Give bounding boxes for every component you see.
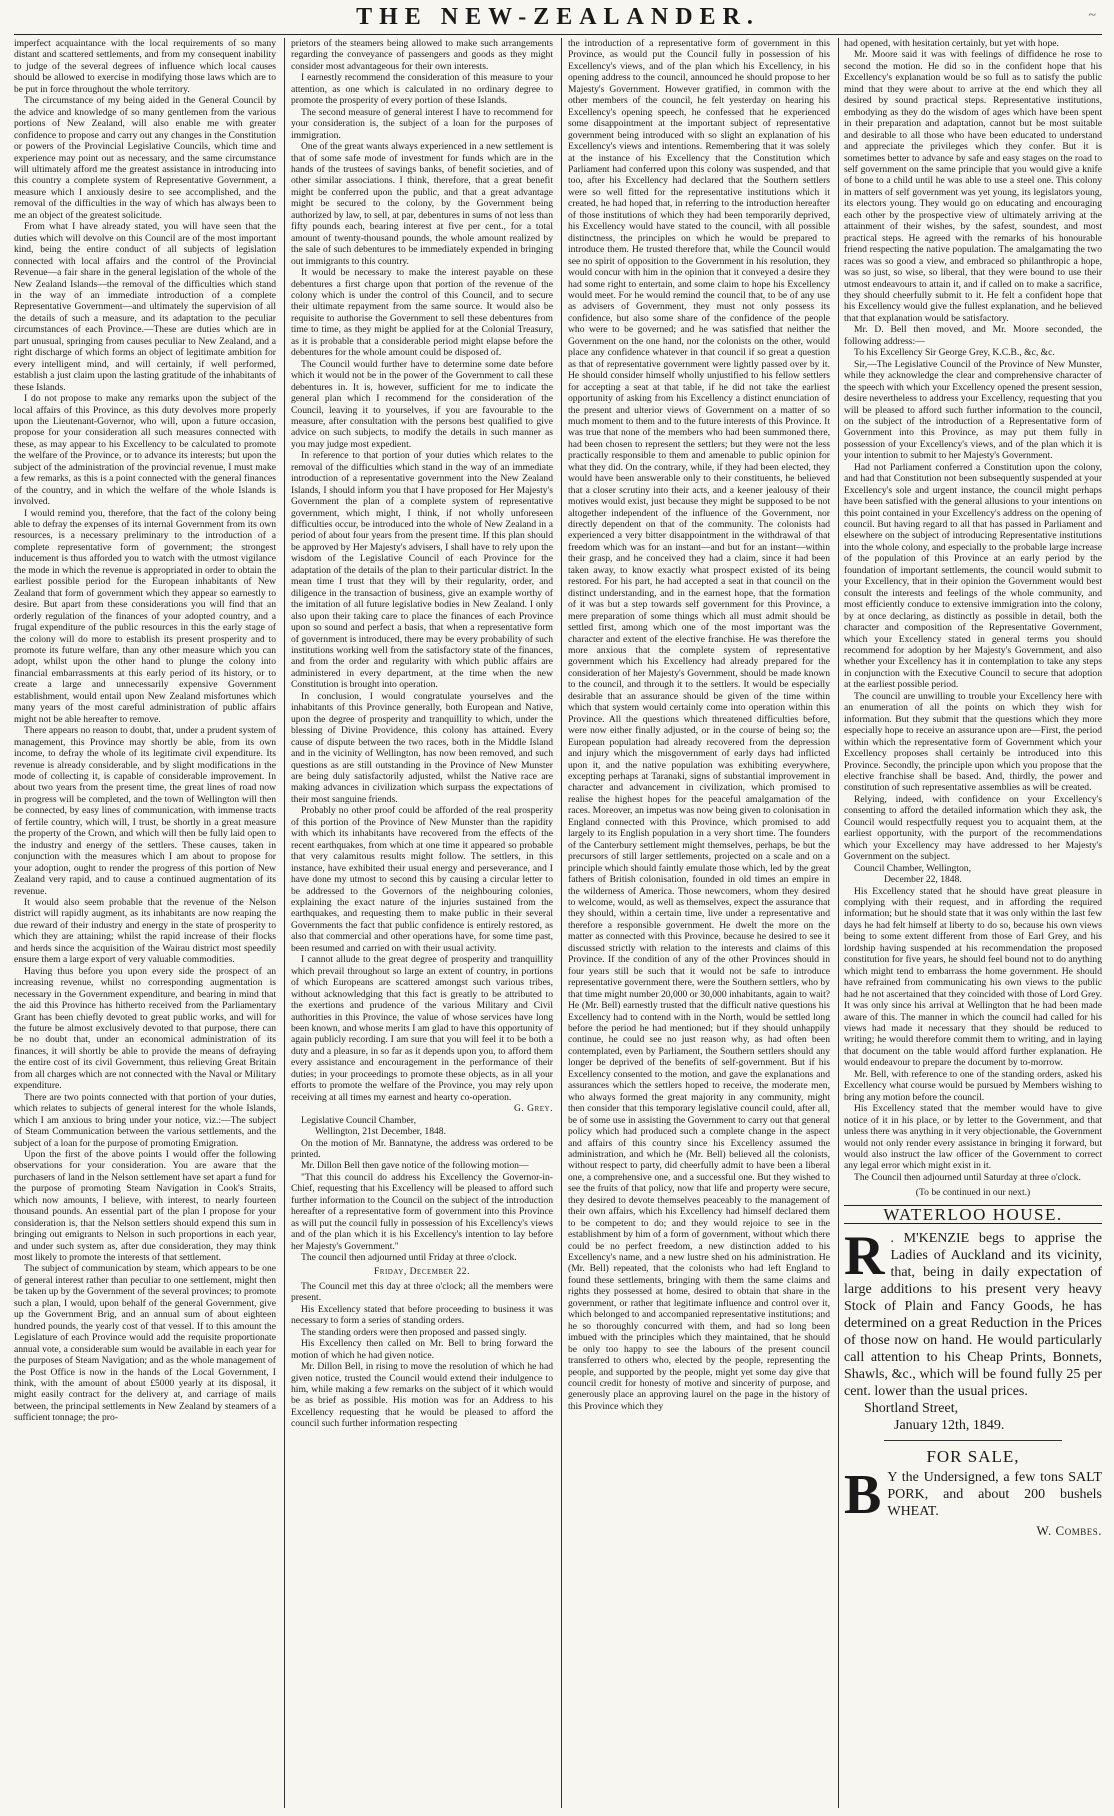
paragraph: Probably no other proof could be afforded of the real prosperity of this portion of the Province of New Munster than the rapidity with which its inhabitants have recovered from the effects of the recent earthquakes, from which at one time it appeared so probable that very calamitous results might follow. The settlers, in this instance, have exhibited their usual energy and perseverance, and I have done my utmost to second this by causing a circular letter to be addressed to the Governors of the neighbouring colonies, explaining the exact nature of the injuries sustained from the earthquakes, and requesting them to make public in their several Governments the fact that public confidence is entirely restored, as also that commercial and other operations have, for some time past, been resumed and carried on with their usual activity. xyxy=(291,805,553,954)
address-salutation: To his Excellency Sir George Grey, K.C.B., &c, &c. xyxy=(854,347,1055,359)
divider xyxy=(884,1440,1062,1441)
paragraph: His Excellency stated that he should have great pleasure in complying with their request, and in affording the required information; but he should state that it was only within the last few days he had felt himself at liberty to do so, because his own views being to some extent different from those of Earl Grey, and his lordship having suspended at his recommendation the proposed constitution for five years, he should feel bound not to do anything which might tend to embarrass the home government. He should have refrained from communicating his own views to the public had he not ascertained that they coincided with those of Lord Grey. It was only since his arrival at Wellington that he had been made aware of this. The manner in which the council had called for his views had made it necessary that they should be reduced to writing; he would therefore commit them to writing, and in laying that document on the table would afford further explanation. He would endeavour to prepare the document by to-morrow. xyxy=(844,885,1102,1069)
motion-text: "That this council do address his Excellency the Governor-in-Chief, requesting that his Excellency will be pleased to afford such further information to the Council on the subject of the introduction hereafter of a representative form of government into this Province as will put the council fully in possession of his Excellency's views and of the plan which it is his Excellency's intention to lay before her Majesty's Government." xyxy=(291,1171,553,1252)
paragraph: The council then adjourned until Friday at three o'clock. xyxy=(301,1252,517,1264)
newspaper-title: THE NEW-ZEALANDER. xyxy=(356,4,760,30)
paragraph: Mr. Dillon Bell then gave notice of the following motion— xyxy=(301,1160,529,1172)
paragraph: The Council would further have to determine some date before which it would not be in the power of the Government to call these debentures in. It is, however, sufficient for me to indicate the general plan which I recommend for the consideration of the Council, leaving it to yourselves, if you are favourable to the measure, after consultation with the persons best qualified to give advice on such subjects, to modify the details in such manner as you may judge most expedient. xyxy=(291,358,553,450)
column-3 xyxy=(568,38,830,1808)
paragraph: There appears no reason to doubt, that, under a prudent system of management, this Province may shortly be able, from its own income, to defray the whole of its legitimate civil expenditure. Its revenue is already considerable, and by slight modifications in the mode of collecting it, is capable of considerable improvement. In about two years from the present time, the great lines of road now in progress will be completed, and the town of Wellington will then be connected, by easy lines of communication, with immense tracts of fertile country, which will, I trust, be shortly in a great measure the property of the Crown, and which will then be fully laid open to the industry and energy of the settlers. These causes, taken in conjunction with the measures which I am about to propose for your adoption, ought to render the progress of this portion of New Zealand very rapid, and to cause a continued augmentation of its revenue. xyxy=(14,725,276,897)
place-line: Council Chamber, Wellington, xyxy=(854,862,971,874)
paragraph: Sir,—The Legislative Council of the Province of New Munster, while they acknowledge the clear and comprehensive character of the speech with which your Excellency opened the present session, desire nevertheless to address your Excellency, requesting that you will be pleased to afford such further information to the council, on the subject of the introduction of a Representative form of Government into this Province, as may put them fully in possession of your Excellency's views, and of the plan which it is your intention to submit to her Majesty's Government. xyxy=(844,358,1102,462)
paragraph: It would also seem probable that the revenue of the Nelson district will rapidly augment, as its inhabitants are now reaping the due reward of their industry and energy in the state of prosperity to which they are attaining; whilst the rapid increase of their flocks and herds since the acquisition of the Wairau district most speedily ensure them a large export of very valuable commodities. xyxy=(14,896,276,966)
paragraph: the introduction of a representative form of government in this Province, as would put the Council fully in possession of his Excellency's views, and of the plan which his Excellency, in his opening address to the council, announced he should propose to her Majesty's Government. However gratified, in common with the other members of the council, he felt yesterday on hearing his Excellency's opening speech, he confessed that he experienced some disappointment at the important subject of representative government being introduced with so slight an explanation of his Excellency's views and intentions. Remembering that it was solely at the instance of his Excellency that the Constitution which Parliament had conferred upon this colony was suspended, and that too, after his Excellency had declared that the Southern settlers were so well fitted for the representative institutions which it created, he had hoped that, in referring to the introduction hereafter of those institutions of which they had been temporarily deprived, his Excellency would have stated to the council, with all possible distinctness, the principles on which he would be prepared to introduce them. He trusted therefore that, while the Council would see no spirit of opposition to the Government in his resolution, they would concur with him in the opinion that it conveyed a desire they had some right to entertain, and some claim to hope his Excellency would meet. For he would remind the council that, to be of any use as advisers of Government, they must not only possess its confidence, but also some share of the confidence of the people who were to be governed; and he was satisfied that neither the Government on the one hand, nor the colonists on the other, would place any confidence whatever in that council if so great a question as that of representative government were lightly passed over by it. He should consider himself wholly unjustified to his fellow settlers for accepting a seat at that table, if he did not take the earliest opportunity of asking from his Excellency a distinct enunciation of the present and ulterior views of Government on a matter of so much moment to them and to the future interests of this Province. It was true that none of the members who had been summoned there, had been chosen to represent the settlers; but they were not the less practically responsible to them and amenable to public opinion for what they did. On the contrary, while, if they had been elected, they would have been answerable only to their constituents, he believed that a closer scrutiny into their acts, and a keener jealousy of their motives would exist, just because they might be supposed to be not altogether independent of the influence of the Government, nor directly dependent on that of the community. The colonists had experienced a very bitter disappointment in the withdrawal of that freedom which was for an instant—and but for an instant—within their grasp, and he conceived they had a claim, since it had been taken away, to know exactly what prospect existed of its being restored. For his part, he had accepted a seat in that council on the distinct understanding, and in the earnest hope, that the formation of it was but a step towards self government for this Province, a mere preparation of some things which all must admit should be settled first, among which one of the most important was the character and extent of the elective franchise. He was therefore the more anxious that the complete system of representative government which his Excellency had already prepared for the consideration of her Majesty's Government, should be made known to the council, and through it to the settlers. It would be especially desirable that an assurance should be given of the time within which that system would certainly come into operation within this Province. All the questions which threatened difficulties before, were now either finally adjusted, or in the course of being so; the European population had already recovered from the depression and injury which the misgovernment of early days had inflicted upon it, and the native population was exhibiting everywhere, excepting perhaps at Taranaki, signs of substantial improvement in character and advancement in civilization, which promised to realise the highest hopes for the peaceful amalgamation of the races. Moreover, an impetus was now being given to colonisation in England connected with this Province, which promised to add largely to its English population in a very short time. The founders of the Canterbury settlement might themselves, perhaps, be but the precursors of still larger settlements, projected on a scale and on a principle which should faintly emulate those which, led by the great fathers of British colonisation, founded in old times an empire in the wilderness of America. Those newcomers, whom they desired to welcome, would, as well as themselves, expect the assurance that they should, within a certain time, live under a representative and therefore a responsible government. He dwelt the more on the matter as connected with this Province, because he desired to see it discussed strictly with relation to the interests and claims of this Province. If the condition of any of the other Provinces should in four years still be such that it would not be safe to introduce representative government there, were the Southern settlers, who by that time might number 20,000 or 30,000 inhabitants, again to wait? He (Mr. Bell) earnestly trusted that the difficult native questions his Excellency had to contend with in the North, would be settled long before the period he had mentioned; but if they should unhappily continue, he could see no just reason why, as had often been contemplated, even by Parliament, the Southern settlers should any longer be deprived of the benefits of self-government. But if his Excellency consented to the motion, and gave the explanations and assurances which the settlers hoped to receive, the moderate men, who always formed the great majority in any community, might then consider that this temporary legislative council could, after all, be of some use in assisting the Government to carry out that general policy which had produced such a complete change in the aspect and affairs of this country since his Excellency assumed the administration, and which he (Mr. Bell) believed all the colonists, without respect to party, did cheerfully admit to have been a liberal one, a comprehensive one, and a successful one. But they wished to see the fruits of that policy, now that life and property were secure, they desired to devote themselves peaceably to the management of their own affairs, which his Excellency had himself declared them to be competent to do; and they would rejoice to see in the establishment by him of a form of government, without which there could be no perfect freedom, a new distinction added to his Excellency's name, and a new lustre shed on his administration. He (Mr. Bell) repeated, that the colonists who had left England to found these settlements, bringing with them the same claims and rights they possessed at home, desired to obtain that share in the government, or rather that legitimate influence and control over it, which belonged to and accompanied representative institutions; and he so thoroughly concurred with them, and had so long been imbued with the principles which they maintained, that he should be only too happy to see the labours of the present council transferred to others who, elected by the people, representing the people, and supported by the people, might yet some day give that council credit for honesty of motive and sincerity of purpose, and generously place an approving laurel on the page in the history of this Province which they xyxy=(568,38,830,1412)
advertisement-date: January 12th, 1849. xyxy=(894,1418,1005,1434)
advertisement-title: FOR SALE, xyxy=(926,1447,1020,1467)
paragraph: had opened, with hesitation certainly, but yet with hope. xyxy=(844,38,1059,49)
paragraph: On the motion of Mr. Bannatyne, the address was ordered to be printed. xyxy=(291,1137,553,1160)
paragraph: The council are unwilling to trouble your Excellency here with an enumeration of all the points on which they wish for information. But they submit that the questions which they more especially hope to receive an assurance upon are—First, the period within which the representative form of Government which your Excellency proposes shall certainly be introduced into this Province. Secondly, the principle upon which you propose that the elective franchise shall be based. And, thirdly, the power and constitution of such representative assemblies as will be created. xyxy=(844,690,1102,794)
paragraph: The standing orders were then proposed and passed singly. xyxy=(301,1326,527,1338)
paragraph: Had not Parliament conferred a Constitution upon the colony, and had that Constitution not been subsequently suspended at your Excellency's sole and urgent instance, the council might perhaps have been satisfied with the general allusions to your intentions on this point contained in your Excellency's address on the opening of council. But having regard to all that has passed in Parliament and elsewhere on the subject of introducing Representative institutions into the whole colony, and especially to the probable large increase of the population of this Province at an early period by the foundation of important settlements, the council would submit to your Excellency, that in their opinion the Government would best consult the interests and feelings of the whole community, and most efficiently conduce to extensive immigration into the colony, by at once declaring, as distinctly as possible in detail, both the character and composition of the Representative Government, which your Excellency stated in general terms you should recommend for adoption by her Majesty's Government, and also whether your Excellency has it in contemplation to take any steps in conjunction with the Executive Council to secure that adoption at the earliest possible period. xyxy=(844,461,1102,691)
date-line: December 22, 1848. xyxy=(884,874,962,886)
column-divider xyxy=(561,38,562,1808)
paragraph: The subject of communication by steam, which appears to be one of general interest rather than peculiar to one settlement, might then be taken up by the Government of the several provinces; to promote such a plan, I would, upon behalf of the general Government, give up the Government Brig, and an annual sum of about eighteen hundred pounds, the yearly cost of that vessel. If to this amount the Legislature of each Province would add the requisite proportionate annual vote, a considerable sum would be available in each year for the purposes of Steam Navigation; and as the whole management of the Post Office is now in the hands of the Local Government, I think, with the amount of about £5000 yearly at its disposal, it might easily contract for the delivery at, and carriage of mails between, the principal settlements in New Zealand by steamers of a sufficient tonnage; the pro- xyxy=(14,1263,276,1424)
paragraph: The circumstance of my being aided in the General Council by the advice and knowledge of so many gentlemen from the various portions of New Zealand, will also enable me with greater confidence to propose and carry out any changes in the Constitution or powers of the Provincial Legislative Councils, which time and experience may point out as necessary, and the same circumstance will ultimately afford me the greatest assistance in introducing into this country a complete system of Representative Government, a measure which I anxiously desire to see accomplished, and the removal of the difficulties in the way of which has always been to me an object of the greatest solicitude. xyxy=(14,95,276,221)
paragraph: Having thus before you upon every side the prospect of an increasing revenue, whilst no corresponding augmentation is necessary in the Government expenditure, and bearing in mind that the aid this Province has hitherto received from the Parliamentary Grant has been chiefly devoted to great public works, and will for the future be almost exclusively devoted to that purpose, there can be no doubt that, under an economical administration of its finances, it will shortly be able to provide the means of defraying the entire cost of its civil Government, thus relieving Great Britain from all charges which are not connected with the Naval or Military expenditure. xyxy=(14,965,276,1092)
paragraph: I would remind you, therefore, that the fact of the colony being able to defray the expenses of its internal Government from its own resources, is a necessary preliminary to the introduction of a complete representative form of government; the strongest inducement is thus afforded you to watch with the utmost vigilance the mode in which the revenue is appropriated in order to obtain the earliest possible period for the European inhabitants of New Zealand that form of government which they appear so earnestly to desire. But apart from these considerations you will find that an orderly regulation of the finances of your adopted country, and a frugal expenditure of the public resources in this the early stage of the colony will do more to establish its present prosperity and to promote its future welfare, than any other measure which you can adopt, whilst upon the other hand to plunge the colony into financial embarrassments at this early period of its history, or to create a large and unnecessarily expensive Government establishment, would entail upon New Zealand misfortunes which many years of the most careful administration of public affairs might not be able hereafter to remove. xyxy=(14,507,276,725)
drop-cap: B xyxy=(844,1463,882,1526)
paragraph: imperfect acquaintance with the local requirements of so many distant and scattered settlements, and from my consequent inability to judge of the several degrees of influence which local causes should be allowed to exercise in modifying those laws which are to be put in force throughout the whole territory. xyxy=(14,38,276,95)
paragraph: prietors of the steamers being allowed to make such arrangements regarding the conveyance of passengers and goods as they might consider most advantageous for their own interests. xyxy=(291,38,553,72)
column-divider xyxy=(284,38,285,1808)
paragraph: Mr. Bell, with reference to one of the standing orders, asked his Excellency what course would be pursued by Members wishing to bring any motion before the council. xyxy=(844,1068,1102,1103)
paragraph: There are two points connected with that portion of your duties, which relates to subjects of general interest for the whole Islands, which I am anxious to bring under your notice, viz.:—The subject of Steam Communication between the various settlements, and the subject of a loan for the purpose of promoting Emigration. xyxy=(14,1091,276,1149)
paragraph: I do not propose to make any remarks upon the subject of the local affairs of this Province, as this duty devolves more properly upon the Lieutenant-Governor, who will, upon a future occasion, propose for your consideration all such measures connected with these, as may appear to his Excellency to be calculated to promote the welfare of the Province, or to advance its interests; but upon the subject of the administration of the provincial revenue, I must make a few remarks, as this is a point connected with the general finances of the country, and in which the welfare of the whole Islands is involved. xyxy=(14,393,276,508)
paragraph: One of the great wants always experienced in a new settlement is that of some safe mode of investment for funds which are in the hands of the trustees of savings banks, of benefit societies, and of other similar associations. I think, therefore, that a great benefit might be conferred upon the public, and that a great advantage might be secured to the colony, by the Government being authorized by law, to sell, at par, debentures in sums of not less than fifty pounds each, bearing interest at five per cent., for a total amount of twenty-thousand pounds, the whole amount realized by the sale of such debentures to be immediately expended in bringing out immigrants to this country. xyxy=(291,141,553,267)
paragraph: The Council met this day at three o'clock; all the members were present. xyxy=(291,1280,553,1304)
paragraph: I cannot allude to the great degree of prosperity and tranquillity which prevail throughout so large an extent of country, in portions of which Europeans are scattered amongst such various tribes, without acknowledging that this fact is greatly to be attributed to the exertions and prudence of the various Military and Civil authorities in this Province, the value of whose services have long been known, and whose merits I am glad to have this opportunity of again publicly recording. I am sure that you will feel it to be both a duty and a pleasure, in so far as it depends upon you, to afford them every assistance and encouragement in the performance of their duties; in your proceedings to promote these objects, as in all your efforts to promote the welfare of the Province, you may rely upon receiving at all times my earnest and hearty co-operation. xyxy=(291,954,553,1103)
paragraph: Mr. D. Bell then moved, and Mr. Moore seconded, the following address:— xyxy=(844,324,1102,347)
drop-cap: R xyxy=(844,1225,885,1288)
masthead xyxy=(14,4,1102,35)
columns xyxy=(14,38,1102,1808)
paragraph: Upon the first of the above points I would offer the following observations for your consideration. You are aware that the purchasers of land in the Nelson settlement have set apart a fund for the purpose of promoting Steam Navigation in Cook's Straits, which now amounts, I believe, with interest, to nearly fourteen thousand pounds. An essential part of the plan I propose for your consideration is, that the Nelson settlers should expend this sum in bringing out emigrants to Nelson in such proportions in each year, and under such system as, after due consideration, they may think most likely to promote the interests of that settlement. xyxy=(14,1148,276,1264)
paragraph: His Excellency stated that before proceeding to business it was necessary to form a series of standing orders. xyxy=(291,1303,553,1327)
advertisement-signer: W. Combes. xyxy=(1036,1522,1102,1538)
paragraph: In conclusion, I would congratulate yourselves and the inhabitants of this Province generally, both European and Native, upon the degree of prosperity and tranquillity to which, under the blessing of Divine Providence, this colony has attained. Every cause of dispute between the two races, both in the Middle Island and in the vicinity of Wellington, has now been removed, and such questions as are still outstanding in the Province of New Munster are being duly satisfactorily adjusted, whilst the Native race are making advances in civilization which surpass the expectations of their most sanguine friends. xyxy=(291,690,553,805)
paragraph: Mr. Moore said it was with feelings of diffidence he rose to second the motion. He did so in the confident hope that his Excellency's explanation would be so full as to satisfy the public mind that they were about to arrive at the end which they all desired by sound practical steps. Representative institutions, embodying as they do the wisdom of ages which have been spent in their preparation and adaptation, cannot but be most suitable and desirable to all those who have been educated to understand and appreciate the privileges which they confer. But it is sometimes better to advance by safe and easy stages on the road to self government on the same principle that you would give a knife of bone to a child until he was able to use a steel one. This colony in matters of self government was yet young, its legislators young, its electors young. They would go on educating and encouraging each other by the prospective view of ultimately arriving at the attainment of their wishes, by the safest, soundest, and most practical steps. He agreed with the remarks of his honourable friend respecting the native population. The amalgamating the two races was so good a view, and embraced so philanthropic a hope, was so just, so wise, so liberal, that they were bound to use their utmost endeavours to attain it, and if called on to make a sacrifice, they should cheerfully submit to it. He felt a confident hope that his Excellency would give the fullest explanation, and he believed that that explanation would be satisfactory. xyxy=(844,49,1102,324)
place-line: Legislative Council Chamber, xyxy=(301,1114,416,1126)
date-line: Wellington, 21st December, 1848. xyxy=(315,1126,446,1138)
signature: G. Grey. xyxy=(513,1103,553,1115)
paragraph: In reference to that portion of your duties which relates to the removal of the difficulties which stand in the way of an immediate introduction of a representative government into the New Zealand Islands, I should inform you that I have proposed for Her Majesty's Government the plan of a complete system of representative government, which might, I think, if not wholly unforeseen difficulties occur, be introduced into the whole of New Zealand in a period of about four years from the present time. If this plan should be approved by Her Majesty's advisers, I shall have to rely upon the wisdom of the Legislative Council of each Province for the adaptation of the details of the plan to their particular district. In the mean time I trust that they will by their regularity, order, and diligence in the transaction of business, give an example worthy of the imitation of all future legislative bodies in New Zealand. I only also upon their taking care to place the finances of each Province upon so sound and perfect a basis, that when a representative form of government is introduced, there may be every probability of such institutions working well from the satisfactory state of the finances, and from the order and regularity with which public affairs are administered in every department, at the time when the new Constitution is brought into operation. xyxy=(291,450,553,691)
advertisement-text: . M'KENZIE begs to apprise the Ladies of Auckland and its vicinity, that, being in daily expectation of large additions to his present very heavy Stock of Plain and Fancy Goods, he has determined on a great Reduction in the Prices of those now on hand. He would particularly call attention to his Cheap Prints, Bonnets, Shawls, &c., which will be found fully 25 per cent. lower than the usual prices. xyxy=(844,1231,1102,1400)
paragraph: Mr. Dillon Bell, in rising to move the resolution of which he had given notice, trusted the Council would extend their indulgence to him, while making a few remarks on the subject of it which would be as brief as possible. His motion was for an Address to his Excellency requesting that he would be pleased to afford the council such further information respecting xyxy=(291,1361,553,1430)
advertisement-waterloo-house xyxy=(844,1225,1102,1434)
paragraph: Relying, indeed, with confidence on your Excellency's consenting to afford the detailed information which they ask, the Council would respectfully request you to acquaint them, at the earliest opportunity, with the purport of the recommendations which your Excellency may have addressed to her Majesty's Government on the subject. xyxy=(844,793,1102,863)
paragraph: From what I have already stated, you will have seen that the duties which will devolve on this Council are of the most important kind, being the entire conduct of all subjects of legislation connected with local affairs and the control of the Provincial Revenue—a fair share in the general legislation of the whole of the New Zealand Islands—the removal of the difficulties which stand in the way of an immediate introduction of a complete Representative Government—and ultimately the supervision of all the details of such a measure, and its adaptation to the peculiar circumstances of each Province.—These are duties which are in part unusual, springing from causes peculiar to New Zealand, and a right discharge of which forms an object of legitimate ambition for every intelligent mind, and will certainly, if well performed, establish a just claim upon the lasting gratitude of the inhabitants of these Islands. xyxy=(14,221,276,393)
paragraph: His Excellency stated that the member would have to give notice of it in his place, or by letter to the Government, and that unless there was anything in it very objectionable, the Government would not only render every assistance in bringing it forward, but would also instruct the law officer of the Government to correct any legal error which might exist in it. xyxy=(844,1103,1102,1172)
paragraph: The Council then adjourned until Saturday at three o'clock. xyxy=(854,1171,1081,1183)
paragraph: His Excellency then called on Mr. Bell to bring forward the motion of which he had given notice. xyxy=(291,1338,553,1361)
continued-note: (To be continued in our next.) xyxy=(915,1187,1031,1199)
paragraph: I earnestly recommend the consideration of this measure to your attention, as one which is calculated in no ordinary degree to promote the prosperity of every portion of these Islands. xyxy=(291,72,553,107)
paragraph: It would be necessary to make the interest payable on these debentures a first charge upon that portion of the revenue of the colony which is under the control of this Council, and to secure their ultimate repayment from the same source. It would also be requisite to authorise the Government to sell these debentures from time to time, as they might be applied for at the Colonial Treasury, as it is probable that a considerable period might elapse before the debentures for the whole amount could be disposed of. xyxy=(291,267,553,359)
advertisement-address: Shortland Street, xyxy=(864,1401,959,1417)
paragraph: The second measure of general interest I have to recommend for your consideration is, the subject of a loan for the purposes of immigration. xyxy=(291,106,553,141)
column-2 xyxy=(291,38,553,1808)
advertisement-text: Y the Undersigned, a few tons SALT PORK, and about 200 bushels WHEAT. xyxy=(887,1469,1102,1519)
advertisement-title: WATERLOO HOUSE. xyxy=(844,1205,1102,1224)
section-heading: Friday, December 22. xyxy=(373,1266,471,1278)
column-divider xyxy=(838,38,839,1808)
corner-mark: ~ xyxy=(1088,8,1096,23)
advertisement-for-sale xyxy=(844,1463,1102,1539)
column-4 xyxy=(844,38,1102,1808)
column-1 xyxy=(14,38,276,1808)
